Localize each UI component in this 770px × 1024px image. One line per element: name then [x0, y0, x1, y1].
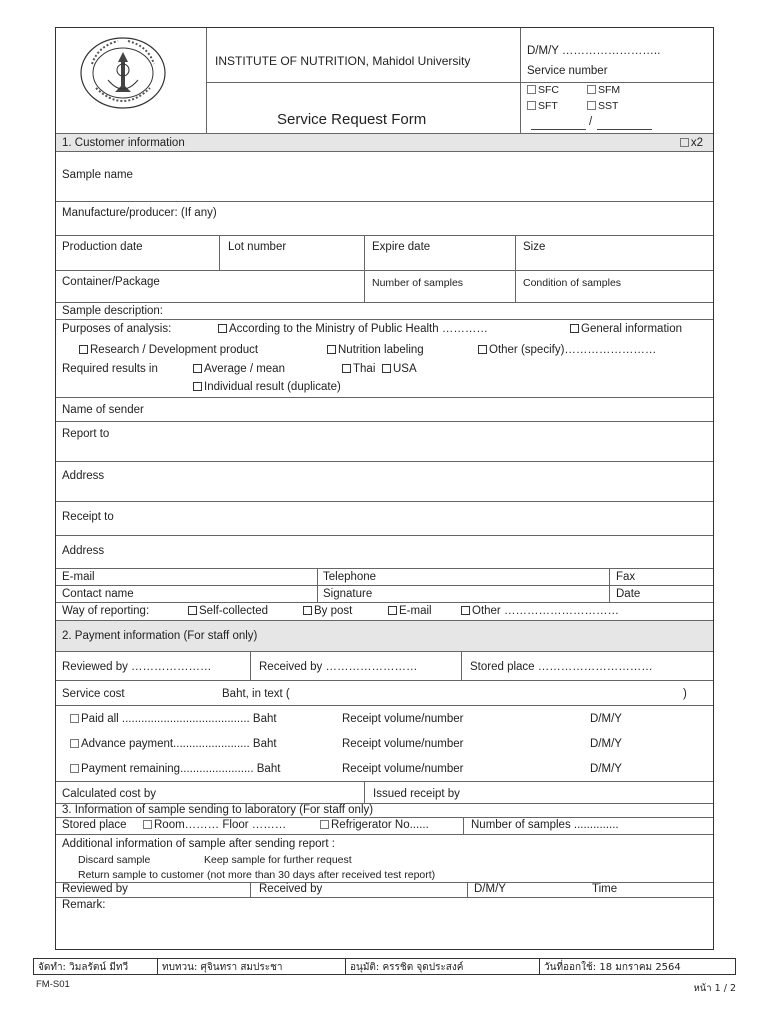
additional-info-label: Additional information of sample after sending report : [62, 838, 335, 850]
contact-name-label: Contact name [62, 588, 134, 600]
checkbox-icon [478, 345, 487, 354]
dmy-time-cell[interactable] [467, 883, 713, 897]
sample-name-row[interactable] [56, 152, 713, 202]
receipt-to-label: Receipt to [62, 511, 114, 523]
checkbox-icon [327, 345, 336, 354]
refrigerator-option[interactable]: Refrigerator No...... [320, 819, 429, 831]
section-customer-information [56, 134, 713, 152]
checkbox-icon [570, 324, 579, 333]
telephone-label: Telephone [323, 571, 377, 583]
advance-payment-option[interactable]: Advance payment........................ Baht [70, 738, 277, 750]
close-paren: ) [683, 688, 687, 700]
fax-cell[interactable] [609, 569, 713, 585]
lot-number-label: Lot number [228, 241, 287, 253]
sending-review-row [56, 883, 713, 898]
sample-name-label: Sample name [62, 169, 133, 181]
advance-payment-row [56, 731, 713, 756]
calculated-cost-label: Calculated cost by [62, 788, 156, 800]
document-control-footer [33, 958, 736, 975]
checkbox-icon [193, 364, 202, 373]
expire-date-label: Expire date [372, 241, 431, 253]
prepared-by: จัดทำ: วิมลรัตน์ มีทวี [34, 959, 158, 974]
way-reporting-label: Way of reporting: [62, 605, 150, 617]
result-usa-option[interactable]: USA [382, 363, 417, 375]
report-to-row[interactable] [56, 422, 713, 462]
required-results-label: Required results in [62, 363, 158, 375]
container-label: Container/Package [62, 276, 160, 288]
manufacturer-row[interactable] [56, 202, 713, 236]
section-title: 1. Customer information [62, 137, 185, 149]
institute-name: INSTITUTE OF NUTRITION, Mahidol University [215, 54, 471, 68]
report-to-label: Report to [62, 428, 110, 440]
reviewed-by: ทบทวน: ศุจินทรา สมประชา [158, 959, 346, 974]
dmy-label: D/M/Y [474, 883, 506, 895]
purpose-nutrition-option[interactable]: Nutrition labeling [327, 344, 424, 356]
size-label: Size [523, 241, 546, 253]
baht-text-label: Baht, in text ( [222, 688, 290, 700]
service-number-cell [520, 28, 713, 133]
dmy-label: D/M/Y [590, 763, 622, 775]
received-by-cell[interactable] [250, 883, 467, 897]
issued-receipt-label: Issued receipt by [373, 788, 460, 800]
received-by-label: Received by [259, 883, 323, 895]
number-samples-field: Number of samples .............. [471, 819, 619, 831]
section-title: 3. Information of sample sending to laboratory (For staff only) [62, 804, 374, 816]
condition-samples-label: Condition of samples [523, 277, 622, 289]
code-sst[interactable]: SST [587, 100, 618, 112]
dmy-label: D/M/Y [590, 738, 622, 750]
section-title: 2. Payment information (For staff only) [62, 630, 258, 642]
sample-description-row[interactable] [56, 303, 713, 320]
payment-remaining-option[interactable]: Payment remaining....................... Baht [70, 763, 280, 775]
received-by-cell[interactable] [250, 652, 461, 680]
calculated-row [56, 782, 713, 804]
form-title: Service Request Form [277, 111, 427, 128]
title-cell [206, 28, 520, 133]
section-sample-sending [56, 804, 713, 818]
checkbox-icon [218, 324, 227, 333]
checkbox-icon [388, 606, 397, 615]
fax-label: Fax [616, 571, 636, 583]
sender-row[interactable] [56, 398, 713, 422]
purpose-moph-option[interactable]: According to the Ministry of Public Health ………… [218, 323, 488, 335]
reporting-row [56, 603, 713, 621]
paid-all-row [56, 706, 713, 731]
service-number-label: Service number [527, 65, 608, 77]
code-sfc[interactable]: SFC [527, 84, 559, 96]
telephone-cell[interactable] [317, 569, 609, 585]
checkbox-icon [320, 820, 329, 829]
checkbox-icon [70, 714, 79, 723]
checkbox-icon [70, 764, 79, 773]
checkbox-icon [79, 345, 88, 354]
x2-option[interactable]: x2 [680, 137, 703, 149]
result-thai-option[interactable]: Thai [342, 363, 375, 375]
purpose-general-option[interactable]: General information [570, 323, 682, 335]
code-sfm[interactable]: SFM [587, 84, 620, 96]
stored-place-cell[interactable] [461, 652, 713, 680]
paid-all-option[interactable]: Paid all ........................................ Baht [70, 713, 277, 725]
container-row [56, 271, 713, 303]
dates-row [56, 236, 713, 271]
receipt-volume-label: Receipt volume/number [342, 738, 464, 750]
purposes-row [56, 320, 713, 398]
approved-by: อนุมัติ: ครรชิต จุดประสงค์ [346, 959, 540, 974]
checkbox-icon [527, 101, 536, 110]
payment-remaining-row [56, 756, 713, 782]
contact-row [56, 586, 713, 603]
payment-review-row [56, 652, 713, 681]
stored-place-label: Stored place [62, 819, 127, 831]
checkbox-icon [188, 606, 197, 615]
received-by-field: Received by …………………… [259, 661, 418, 673]
remark-row[interactable] [56, 898, 713, 949]
issued-receipt-cell[interactable] [364, 782, 713, 803]
result-individual-option[interactable]: Individual result (duplicate) [193, 381, 341, 393]
report-email-option[interactable]: E-mail [388, 605, 432, 617]
name-sender-label: Name of sender [62, 404, 144, 416]
condition-cell[interactable] [515, 271, 713, 302]
signature-cell[interactable] [317, 586, 609, 602]
keep-sample-option[interactable]: Keep sample for further request [204, 854, 352, 866]
dmy-label: D/M/Y [590, 713, 622, 725]
receipt-address-label: Address [62, 545, 105, 557]
checkbox-icon [382, 364, 391, 373]
receipt-address-row[interactable] [56, 536, 713, 569]
production-date-label: Production date [62, 241, 143, 253]
service-number-slash: / [589, 116, 593, 128]
date-cell[interactable] [609, 586, 713, 602]
checkbox-icon [342, 364, 351, 373]
checkbox-icon [587, 85, 596, 94]
report-address-row[interactable] [56, 462, 713, 502]
number-samples-cell[interactable] [364, 271, 515, 302]
checkbox-icon [303, 606, 312, 615]
section-payment-information [56, 621, 713, 652]
checkbox-icon [143, 820, 152, 829]
number-samples-cell[interactable] [463, 818, 713, 834]
receipt-volume-label: Receipt volume/number [342, 763, 464, 775]
service-cost-row[interactable] [56, 681, 713, 706]
service-cost-label: Service cost [62, 688, 125, 700]
time-label: Time [592, 883, 618, 895]
email-label: E-mail [62, 571, 95, 583]
issue-date: วันที่ออกใช้: 18 มกราคม 2564 [544, 962, 681, 973]
sample-description-label: Sample description: [62, 305, 163, 317]
number-samples-label: Number of samples [372, 277, 464, 289]
reviewed-by-field[interactable]: Reviewed by ………………… [62, 661, 212, 673]
manufacturer-label: Manufacture/producer: (If any) [62, 207, 217, 219]
purposes-label: Purposes of analysis: [62, 323, 172, 335]
receipt-volume-label: Receipt volume/number [342, 713, 464, 725]
expire-date-cell[interactable] [364, 236, 515, 270]
checkbox-icon [193, 382, 202, 391]
service-request-form [55, 27, 714, 950]
checkbox-icon [680, 138, 689, 147]
dmy-field[interactable]: D/M/Y …………………….. [527, 45, 661, 57]
result-average-option[interactable]: Average / mean [193, 363, 285, 375]
stored-place-field: Stored place ………………………… [470, 661, 653, 673]
signature-label: Signature [323, 588, 373, 600]
remark-label: Remark: [62, 899, 106, 911]
code-sft[interactable]: SFT [527, 100, 558, 112]
self-collected-option[interactable]: Self-collected [188, 605, 268, 617]
logo-cell [56, 28, 206, 133]
lot-number-cell[interactable] [219, 236, 364, 270]
report-other-option[interactable]: Other ………………………… [461, 605, 619, 617]
date-label: Date [616, 588, 641, 600]
checkbox-icon [527, 85, 536, 94]
reviewed-by-label: Reviewed by [62, 883, 128, 895]
purpose-research-option[interactable]: Research / Development product [79, 344, 258, 356]
size-cell[interactable] [515, 236, 713, 270]
checkbox-icon [587, 101, 596, 110]
receipt-to-row[interactable] [56, 502, 713, 536]
return-sample-option[interactable]: Return sample to customer (not more than 30 days after received test report) [78, 869, 436, 881]
discard-sample-option[interactable]: Discard sample [78, 854, 151, 866]
stored-place-row [56, 818, 713, 835]
document-code: FM-S01 [36, 979, 70, 990]
report-address-label: Address [62, 470, 105, 482]
room-floor-option[interactable]: Room……… Floor ……… [143, 819, 286, 831]
purpose-other-option[interactable]: Other (specify)…………………… [478, 344, 656, 356]
form-header [56, 28, 713, 134]
page-number: หน้า 1 / 2 [693, 983, 736, 994]
additional-info-row [56, 835, 713, 883]
checkbox-icon [461, 606, 470, 615]
checkbox-icon [70, 739, 79, 748]
email-row [56, 569, 713, 586]
mahidol-seal-icon [78, 36, 168, 110]
by-post-option[interactable]: By post [303, 605, 352, 617]
